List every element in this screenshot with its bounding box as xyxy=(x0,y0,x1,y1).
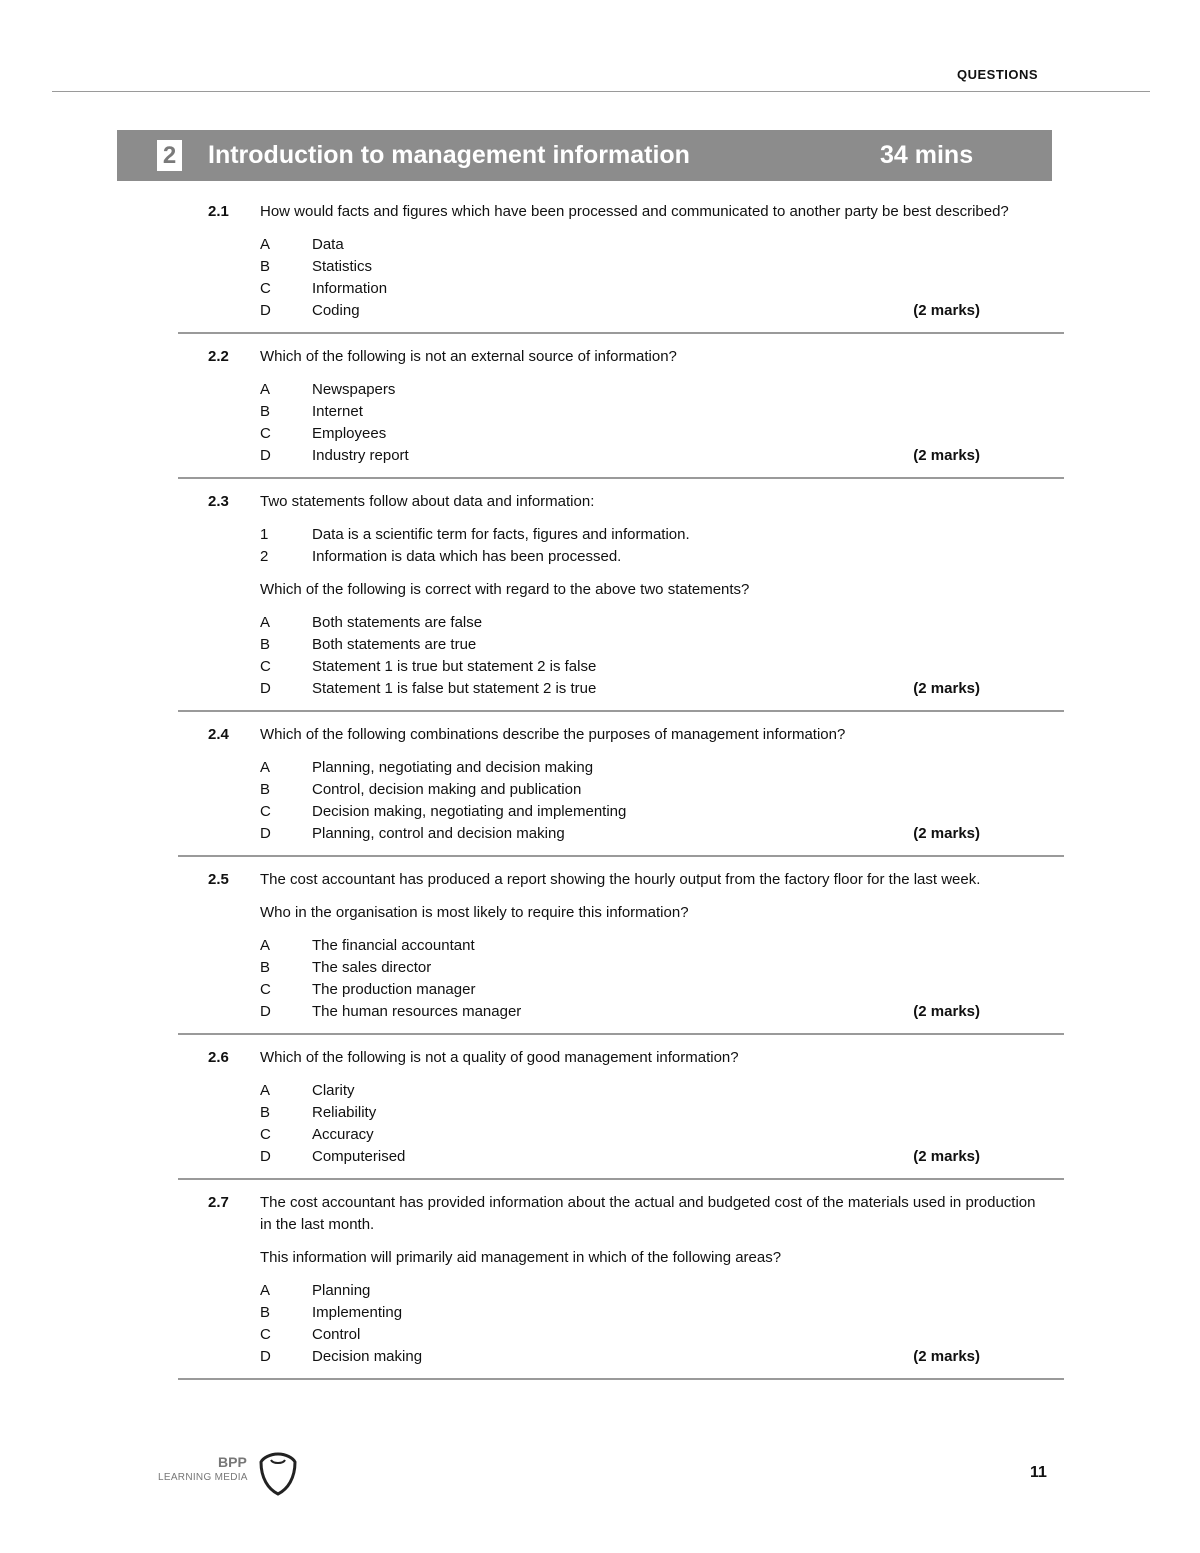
answer-option xyxy=(260,656,1040,678)
question-2-1 xyxy=(178,201,1064,334)
answer-option-key: D xyxy=(260,1003,271,1020)
answer-option-text: Planning, control and decision making xyxy=(312,825,565,842)
answer-option-text: Implementing xyxy=(312,1304,403,1321)
answer-option-text: Statement 1 is true but statement 2 is false xyxy=(312,658,597,675)
question-2-3 xyxy=(178,491,1064,712)
question-text: Which of the following is not a quality of good management information? xyxy=(260,1049,739,1066)
logo-brand: BPP xyxy=(218,1454,247,1470)
answer-option-text: Internet xyxy=(312,403,363,420)
answer-option-text: Statistics xyxy=(312,258,373,275)
question-number: 2.3 xyxy=(208,493,229,510)
question-follow-up: Which of the following is correct with regard to the above two statements? xyxy=(260,581,750,598)
answer-option xyxy=(260,1324,1040,1346)
answer-option xyxy=(260,256,1040,278)
answer-option-text: Newspapers xyxy=(312,381,396,398)
question-number: 2.7 xyxy=(208,1194,229,1211)
marks-label: (2 marks) xyxy=(913,447,980,464)
answer-option-text: The human resources manager xyxy=(312,1003,522,1020)
question-2-5 xyxy=(178,869,1064,1035)
answer-option xyxy=(260,423,1040,445)
answer-option xyxy=(260,379,1040,401)
answer-option-text: Reliability xyxy=(312,1104,377,1121)
question-text: This information will primarily aid management in which of the following areas? xyxy=(260,1249,782,1266)
question-body xyxy=(260,491,1040,700)
answer-option-key: D xyxy=(260,447,271,464)
answer-option xyxy=(260,634,1040,656)
question-2-6 xyxy=(178,1047,1064,1180)
answer-option-key: B xyxy=(260,959,271,976)
answer-option-key: A xyxy=(260,1082,271,1099)
marks-label: (2 marks) xyxy=(913,302,980,319)
answer-option-text: Both statements are true xyxy=(312,636,477,653)
publisher-logo xyxy=(158,1452,298,1496)
answer-option xyxy=(260,234,1040,256)
answer-option-key: C xyxy=(260,425,271,442)
answer-option xyxy=(260,779,1040,801)
question-2-4 xyxy=(178,724,1064,857)
answer-option xyxy=(260,957,1040,979)
answer-option-key: A xyxy=(260,614,271,631)
answer-option-key: B xyxy=(260,1304,271,1321)
answer-option-key: D xyxy=(260,302,271,319)
answer-option-key: D xyxy=(260,825,271,842)
answer-option xyxy=(260,1302,1040,1324)
question-text: Which of the following combinations describe the purposes of management information? xyxy=(260,726,846,743)
answer-option-text: Control, decision making and publication xyxy=(312,781,582,798)
answer-option xyxy=(260,935,1040,957)
answer-option-text: Planning xyxy=(312,1282,371,1299)
marks-label: (2 marks) xyxy=(913,1003,980,1020)
answer-option xyxy=(260,401,1040,423)
answer-option xyxy=(260,278,1040,300)
chapter-number: 2 xyxy=(157,140,182,171)
answer-option-key: C xyxy=(260,981,271,998)
question-number: 2.4 xyxy=(208,726,229,743)
question-list xyxy=(178,201,1064,1392)
running-head: QUESTIONS xyxy=(957,67,1039,82)
answer-option xyxy=(260,801,1040,823)
answer-option-key: D xyxy=(260,680,271,697)
question-text: Which of the following is not an external source of information? xyxy=(260,348,677,365)
answer-option-key: C xyxy=(260,1126,271,1143)
answer-option-key: A xyxy=(260,1282,271,1299)
answer-option-text: The production manager xyxy=(312,981,476,998)
answer-option-text: Accuracy xyxy=(312,1126,374,1143)
answer-option-key: D xyxy=(260,1348,271,1365)
chapter-banner xyxy=(117,130,1052,181)
shield-icon xyxy=(258,1452,298,1496)
answer-option-key: C xyxy=(260,280,271,297)
statement-key: 1 xyxy=(260,526,269,543)
answer-option-text: Decision making, negotiating and implementing xyxy=(312,803,627,820)
logo-subtitle: LEARNING MEDIA xyxy=(158,1472,248,1483)
question-text: How would facts and figures which have been processed and communicated to another party be best described? xyxy=(260,203,1009,220)
page-number: 11 xyxy=(1030,1464,1047,1481)
answer-option-text: Both statements are false xyxy=(312,614,483,631)
question-text: Who in the organisation is most likely to require this information? xyxy=(260,904,689,921)
answer-option-text: Information xyxy=(312,280,388,297)
marks-label: (2 marks) xyxy=(913,825,980,842)
answer-option-key: B xyxy=(260,636,271,653)
answer-option xyxy=(260,1124,1040,1146)
answer-option-text: Industry report xyxy=(312,447,409,464)
answer-option-text: Clarity xyxy=(312,1082,355,1099)
answer-option-key: B xyxy=(260,781,271,798)
marks-label: (2 marks) xyxy=(913,1348,980,1365)
answer-option-key: C xyxy=(260,1326,271,1343)
question-number: 2.5 xyxy=(208,871,229,888)
answer-option xyxy=(260,1102,1040,1124)
marks-label: (2 marks) xyxy=(913,680,980,697)
answer-option-key: C xyxy=(260,803,271,820)
statement-key: 2 xyxy=(260,548,269,565)
answer-option-text: Employees xyxy=(312,425,387,442)
answer-option xyxy=(260,1080,1040,1102)
answer-option-key: B xyxy=(260,1104,271,1121)
answer-option-text: Coding xyxy=(312,302,360,319)
answer-option-text: Control xyxy=(312,1326,361,1343)
answer-option-key: C xyxy=(260,658,271,675)
answer-option xyxy=(260,979,1040,1001)
statement xyxy=(260,524,1040,546)
top-rule xyxy=(52,91,1150,92)
statement-text: Information is data which has been processed. xyxy=(312,548,622,565)
marks-label: (2 marks) xyxy=(913,1148,980,1165)
statement xyxy=(260,546,1040,568)
question-body xyxy=(260,869,1040,1023)
question-body xyxy=(260,1192,1040,1368)
answer-option-key: A xyxy=(260,937,271,954)
answer-option-key: A xyxy=(260,381,271,398)
statement-text: Data is a scientific term for facts, figures and information. xyxy=(312,526,690,543)
statement-list xyxy=(260,524,1040,568)
answer-option-text: Data xyxy=(312,236,344,253)
question-2-7 xyxy=(178,1192,1064,1380)
answer-option-text: The financial accountant xyxy=(312,937,475,954)
answer-option-text: Statement 1 is false but statement 2 is true xyxy=(312,680,597,697)
question-text: The cost accountant has provided information about the actual and budgeted cost of the materials used in production in the last month. xyxy=(260,1194,1036,1233)
answer-option-text: Planning, negotiating and decision making xyxy=(312,759,594,776)
question-number: 2.6 xyxy=(208,1049,229,1066)
answer-option-key: A xyxy=(260,236,271,253)
answer-option-key: B xyxy=(260,403,271,420)
answer-option-key: A xyxy=(260,759,271,776)
answer-option xyxy=(260,1280,1040,1302)
question-text: Two statements follow about data and information: xyxy=(260,493,595,510)
answer-option-key: B xyxy=(260,258,271,275)
answer-option-text: The sales director xyxy=(312,959,432,976)
answer-option xyxy=(260,612,1040,634)
question-number: 2.2 xyxy=(208,348,229,365)
answer-option-text: Decision making xyxy=(312,1348,423,1365)
chapter-title: Introduction to management information xyxy=(208,141,690,169)
question-2-2 xyxy=(178,346,1064,479)
answer-option xyxy=(260,757,1040,779)
question-number: 2.1 xyxy=(208,203,229,220)
answer-option-key: D xyxy=(260,1148,271,1165)
answer-option-text: Computerised xyxy=(312,1148,406,1165)
chapter-time: 34 mins xyxy=(880,141,974,169)
question-text: The cost accountant has produced a report showing the hourly output from the factory floor for the last week. xyxy=(260,871,981,888)
